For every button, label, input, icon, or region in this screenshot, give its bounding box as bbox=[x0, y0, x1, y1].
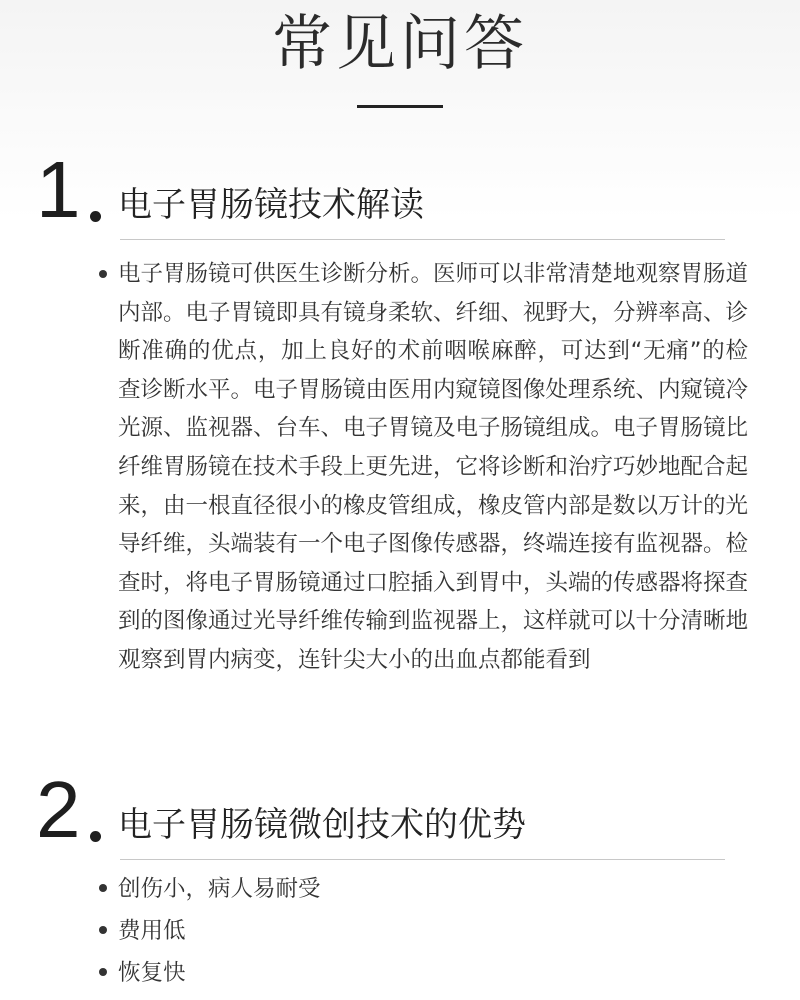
title-divider bbox=[357, 105, 443, 108]
section-number-dot bbox=[90, 211, 101, 222]
section-title: 电子胃肠镜微创技术的优势 bbox=[118, 805, 526, 845]
section-divider bbox=[120, 859, 725, 860]
list-item-text: 费用低 bbox=[118, 918, 186, 944]
section-number: 2 bbox=[36, 765, 81, 854]
advantage-list bbox=[0, 868, 800, 994]
list-item bbox=[0, 910, 800, 952]
section-paragraph: 电子胃肠镜可供医生诊断分析。医师可以非常清楚地观察胃肠道内部。电子胃镜即具有镜身柔软、纤细、视野大，分辨率高、诊断准确的优点，加上良好的术前咽喉麻醉，可达到“无痛”的检查诊断水平。电子胃肠镜由医用内窥镜图像处理系统、内窥镜冷光源、监视器、台车、电子胃镜及电子肠镜组成。电子胃肠镜比纤维胃肠镜在技术手段上更先进，它将诊断和治疗巧妙地配合起来，由一根直径很小的橡皮管组成，橡皮管内部是数以万计的光导纤维，头端装有一个电子图像传感器，终端连接有监视器。检查时，将电子胃肠镜通过口腔插入到胃中，头端的传感器将探查到的图像通过光导纤维传输到监视器上，这样就可以十分清晰地观察到胃内病变，连针尖大小的出血点都能看到 bbox=[118, 261, 749, 673]
list-item-text: 恢复快 bbox=[118, 960, 186, 986]
bullet-icon bbox=[99, 884, 107, 892]
list-item-text: 创伤小，病人易耐受 bbox=[118, 876, 321, 902]
page-title: 常见问答 bbox=[272, 9, 528, 79]
bullet-icon bbox=[99, 926, 107, 934]
bullet-icon bbox=[99, 968, 107, 976]
section-divider bbox=[120, 239, 725, 240]
list-item bbox=[0, 868, 800, 910]
bullet-icon bbox=[99, 270, 107, 278]
section-number-dot bbox=[90, 831, 101, 842]
section-title: 电子胃肠镜技术解读 bbox=[118, 185, 424, 225]
section-number: 1 bbox=[36, 145, 81, 234]
list-item bbox=[0, 952, 800, 994]
